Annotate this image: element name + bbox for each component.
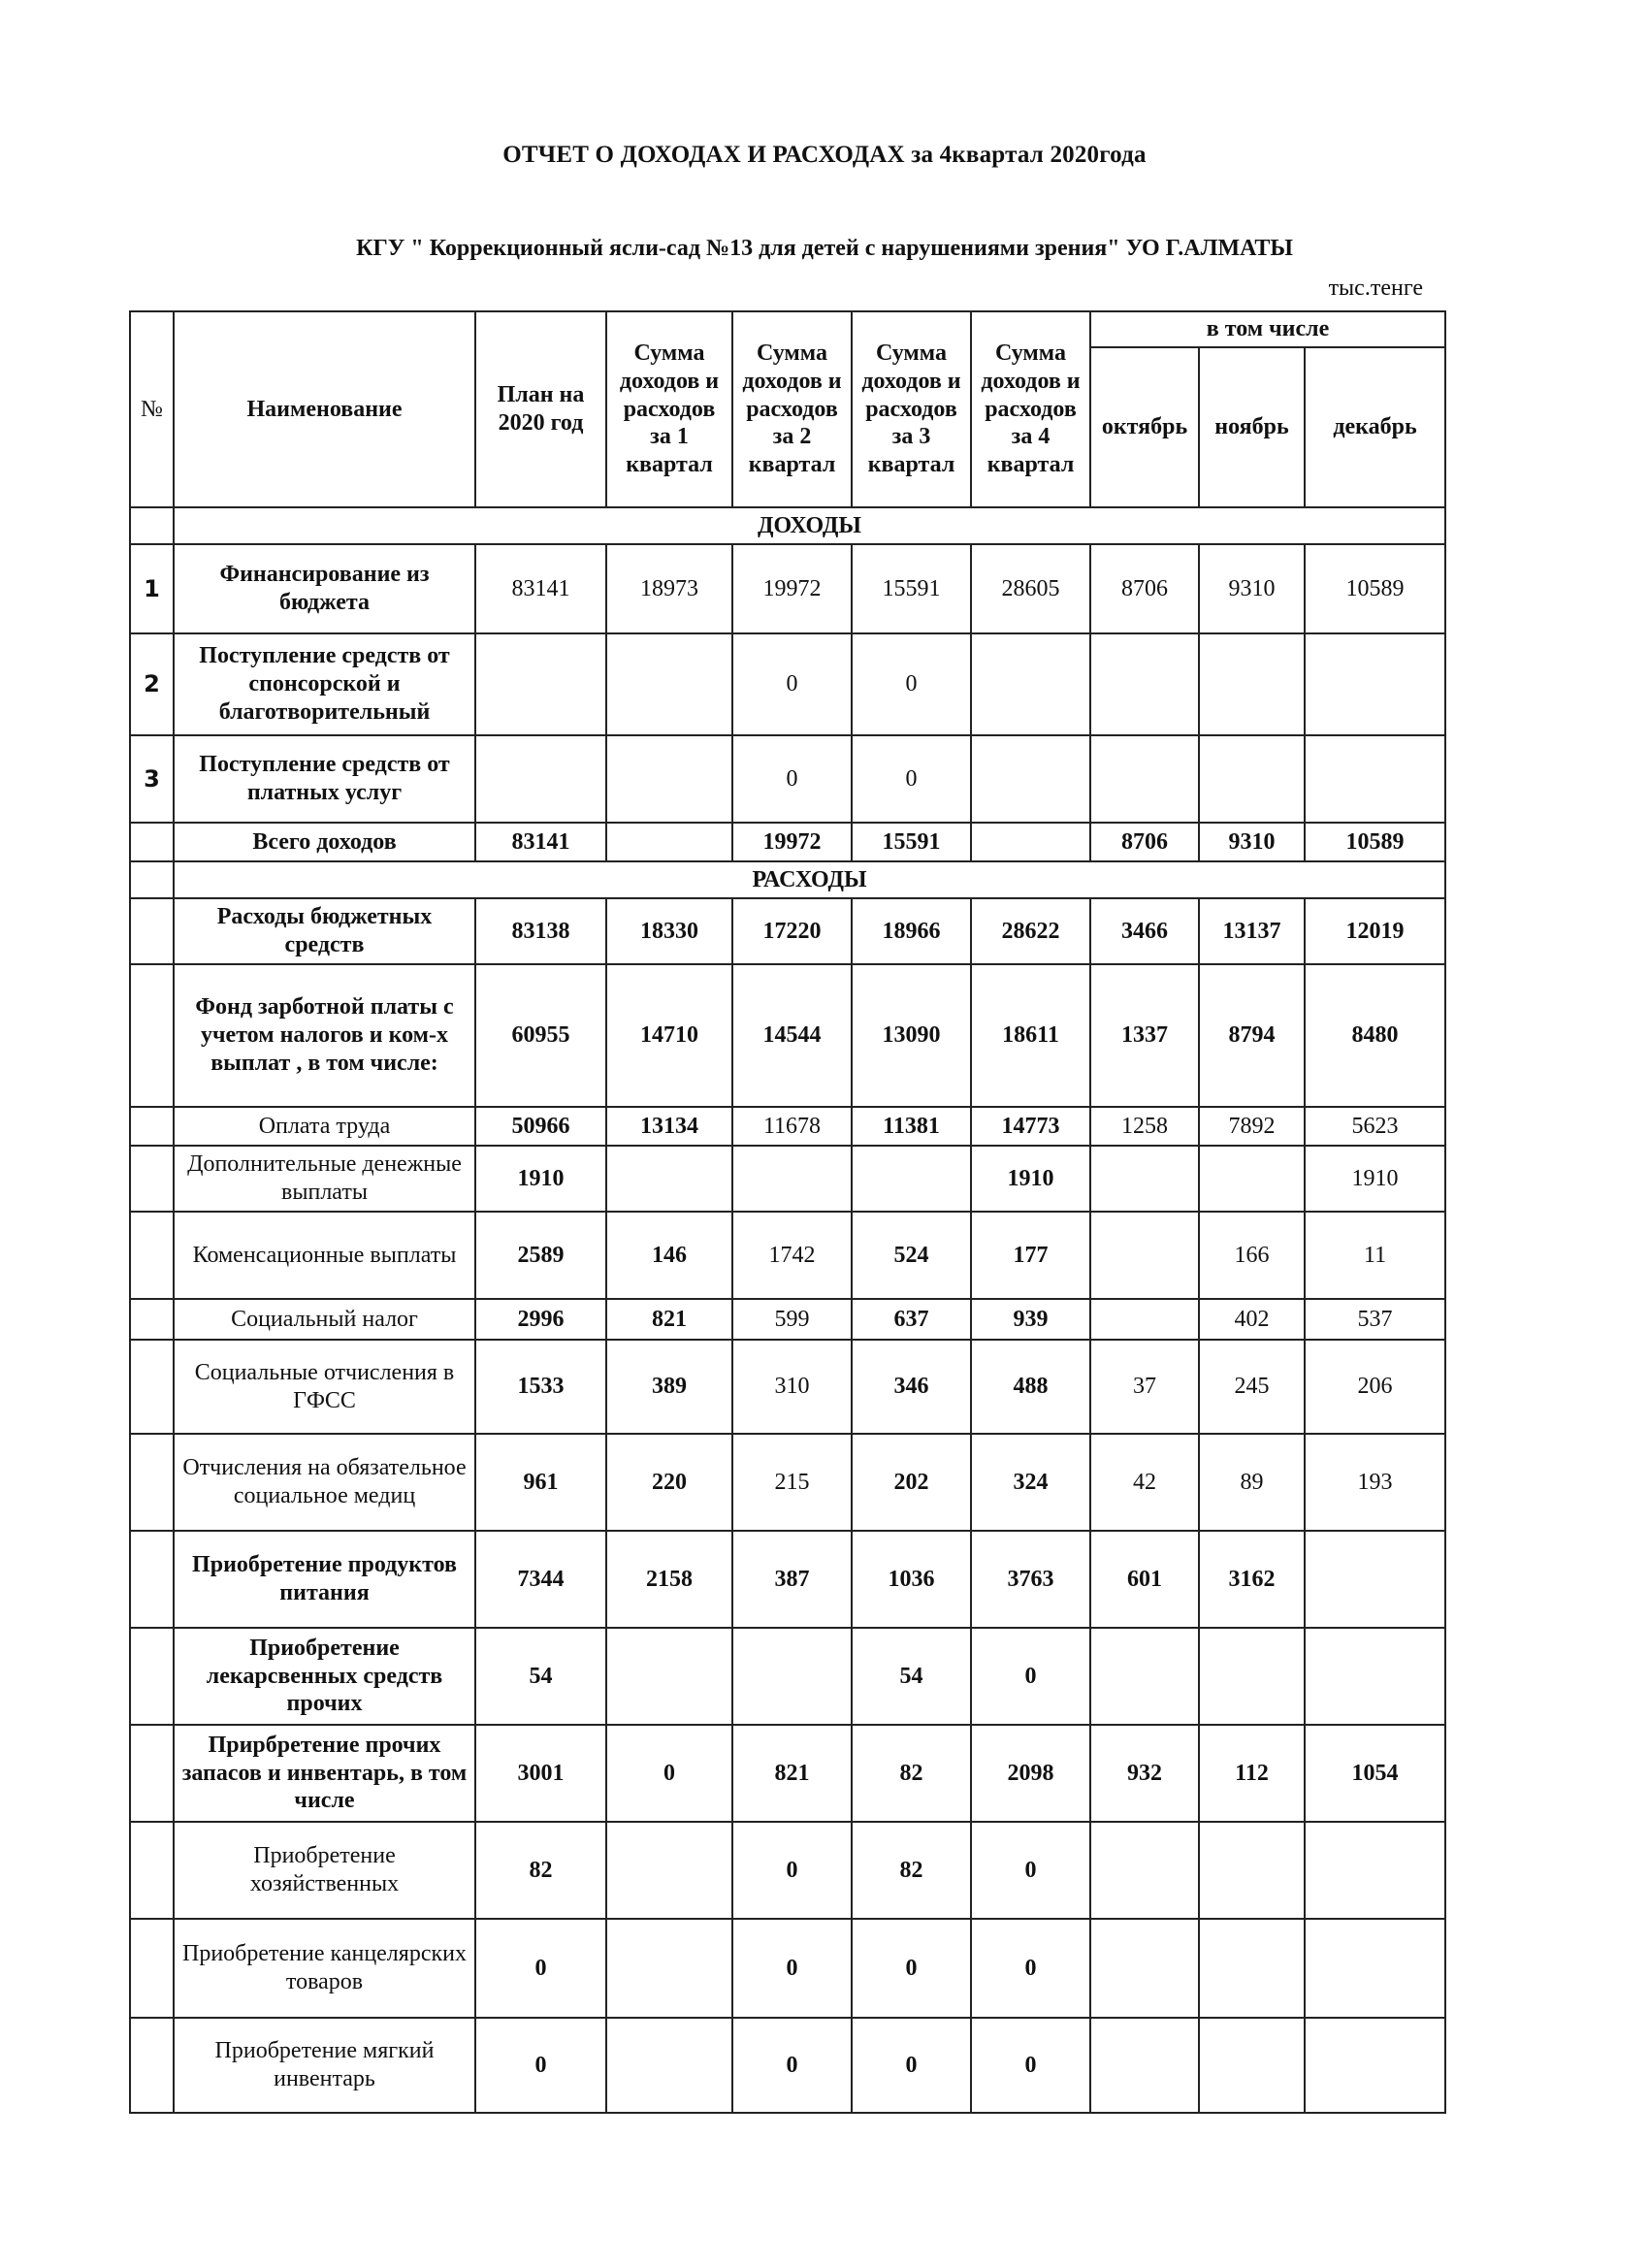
cell-dec — [1305, 1919, 1445, 2018]
row-name: Приобретение канцелярских товаров — [174, 1919, 475, 2018]
cell-q2: 0 — [732, 2018, 852, 2113]
row-name: Приобретение продуктов питания — [174, 1531, 475, 1628]
row-number — [130, 1299, 174, 1340]
row-name: Приобретение хозяйственных — [174, 1822, 475, 1919]
table-row — [130, 1628, 1445, 1725]
cell-q3: 0 — [852, 1919, 971, 2018]
cell-q3: 18966 — [852, 898, 971, 964]
cell-q3: 1036 — [852, 1531, 971, 1628]
table-row — [130, 898, 1445, 964]
cell-dec: 5623 — [1305, 1107, 1445, 1146]
cell-q1: 2158 — [606, 1531, 732, 1628]
cell-oct: 601 — [1090, 1531, 1199, 1628]
cell-plan: 82 — [475, 1822, 606, 1919]
cell-q2 — [732, 1146, 852, 1212]
cell-q3: 346 — [852, 1340, 971, 1434]
cell-q3: 202 — [852, 1434, 971, 1531]
cell-q4: 0 — [971, 2018, 1090, 2113]
row-number: 1 — [130, 544, 174, 633]
organization-name: КГУ " Коррекционный ясли-сад №13 для детей с нарушениями зрения" УО Г.АЛМАТЫ — [356, 236, 1293, 261]
cell-q2: 0 — [732, 1822, 852, 1919]
row-name: Отчисления на обязательное социальное медиц — [174, 1434, 475, 1531]
cell-dec: 10589 — [1305, 823, 1445, 861]
cell-q4 — [971, 735, 1090, 823]
cell-q2: 17220 — [732, 898, 852, 964]
row-number — [130, 1919, 174, 2018]
cell-q1: 13134 — [606, 1107, 732, 1146]
table-row — [130, 1531, 1445, 1628]
cell-q1: 0 — [606, 1725, 732, 1822]
cell-nov: 3162 — [1199, 1531, 1305, 1628]
cell-plan: 1533 — [475, 1340, 606, 1434]
header-q4: Сумма доходов и расходов за 4 квартал — [971, 311, 1090, 507]
row-name: Оплата труда — [174, 1107, 475, 1146]
document-title: ОТЧЕТ О ДОХОДАХ И РАСХОДАХ за 4квартал 2020года — [502, 142, 1147, 168]
row-number — [130, 1340, 174, 1434]
cell-q4: 2098 — [971, 1725, 1090, 1822]
cell-q1: 18973 — [606, 544, 732, 633]
cell-dec: 206 — [1305, 1340, 1445, 1434]
cell-oct: 1337 — [1090, 964, 1199, 1107]
row-number — [130, 823, 174, 861]
row-name: Прирбретение прочих запасов и инвентарь, в том числе — [174, 1725, 475, 1822]
cell-q2 — [732, 1628, 852, 1725]
cell-q3 — [852, 1146, 971, 1212]
cell-q1: 220 — [606, 1434, 732, 1531]
row-name: Социальные отчисления в ГФСС — [174, 1340, 475, 1434]
cell-q3: 11381 — [852, 1107, 971, 1146]
cell-oct: 42 — [1090, 1434, 1199, 1531]
row-number: 2 — [130, 633, 174, 735]
header-november: ноябрь — [1199, 347, 1305, 507]
cell-q1 — [606, 823, 732, 861]
cell-q2: 19972 — [732, 544, 852, 633]
cell-q3: 82 — [852, 1822, 971, 1919]
table-row-total-income — [130, 823, 1445, 861]
cell-nov — [1199, 735, 1305, 823]
cell-nov — [1199, 1146, 1305, 1212]
cell-nov: 7892 — [1199, 1107, 1305, 1146]
cell-dec: 10589 — [1305, 544, 1445, 633]
table-row — [130, 633, 1445, 735]
table-row — [130, 1212, 1445, 1299]
cell-q2: 821 — [732, 1725, 852, 1822]
table-row — [130, 735, 1445, 823]
cell-q1: 389 — [606, 1340, 732, 1434]
cell-oct: 3466 — [1090, 898, 1199, 964]
header-december: декабрь — [1305, 347, 1445, 507]
cell-dec — [1305, 633, 1445, 735]
cell-oct — [1090, 1212, 1199, 1299]
row-number — [130, 1531, 174, 1628]
cell-q3: 0 — [852, 633, 971, 735]
cell-nov — [1199, 633, 1305, 735]
cell-q1 — [606, 1146, 732, 1212]
row-number — [130, 964, 174, 1107]
row-name: Социальный налог — [174, 1299, 475, 1340]
cell-plan: 0 — [475, 2018, 606, 2113]
cell-q3: 0 — [852, 2018, 971, 2113]
cell-nov — [1199, 1919, 1305, 2018]
cell-nov — [1199, 1628, 1305, 1725]
table-row — [130, 1725, 1445, 1822]
cell-plan: 0 — [475, 1919, 606, 2018]
cell-dec: 1054 — [1305, 1725, 1445, 1822]
row-name: Финансирование из бюджета — [174, 544, 475, 633]
header-number: № — [130, 311, 174, 507]
cell-q2: 310 — [732, 1340, 852, 1434]
cell-q1: 14710 — [606, 964, 732, 1107]
cell-nov: 89 — [1199, 1434, 1305, 1531]
row-name: Расходы бюджетных средств — [174, 898, 475, 964]
cell-q4: 0 — [971, 1628, 1090, 1725]
cell-q2: 0 — [732, 633, 852, 735]
cell-q2: 14544 — [732, 964, 852, 1107]
cell-oct: 932 — [1090, 1725, 1199, 1822]
row-number — [130, 1434, 174, 1531]
cell-q3: 0 — [852, 735, 971, 823]
cell-plan: 1910 — [475, 1146, 606, 1212]
cell-plan: 83141 — [475, 823, 606, 861]
cell-plan: 2996 — [475, 1299, 606, 1340]
section-expenses: РАСХОДЫ — [174, 861, 1445, 898]
table-row — [130, 1340, 1445, 1434]
cell-dec: 193 — [1305, 1434, 1445, 1531]
cell-dec — [1305, 1628, 1445, 1725]
cell-oct — [1090, 1299, 1199, 1340]
cell-q2: 599 — [732, 1299, 852, 1340]
row-name: Всего доходов — [174, 823, 475, 861]
cell-plan: 3001 — [475, 1725, 606, 1822]
cell-q2: 0 — [732, 735, 852, 823]
cell-dec — [1305, 735, 1445, 823]
cell-nov: 13137 — [1199, 898, 1305, 964]
cell-q4: 324 — [971, 1434, 1090, 1531]
cell-q4: 3763 — [971, 1531, 1090, 1628]
row-number — [130, 1628, 174, 1725]
cell-q1 — [606, 735, 732, 823]
cell-dec: 1910 — [1305, 1146, 1445, 1212]
table-row — [130, 544, 1445, 633]
cell-oct: 8706 — [1090, 823, 1199, 861]
cell-q4: 939 — [971, 1299, 1090, 1340]
cell-oct — [1090, 1628, 1199, 1725]
row-number — [130, 1212, 174, 1299]
cell-plan: 83141 — [475, 544, 606, 633]
cell-oct: 37 — [1090, 1340, 1199, 1434]
row-name: Дополнительные денежные выплаты — [174, 1146, 475, 1212]
cell-plan — [475, 633, 606, 735]
cell-plan: 83138 — [475, 898, 606, 964]
row-name: Поступление средств от спонсорской и благотворительный — [174, 633, 475, 735]
cell-q1 — [606, 633, 732, 735]
cell-nov: 402 — [1199, 1299, 1305, 1340]
cell-plan: 60955 — [475, 964, 606, 1107]
cell-q1 — [606, 1628, 732, 1725]
cell-q3: 13090 — [852, 964, 971, 1107]
cell-q1 — [606, 1822, 732, 1919]
cell-q2: 1742 — [732, 1212, 852, 1299]
table-row — [130, 964, 1445, 1107]
header-q1: Сумма доходов и расходов за 1 квартал — [606, 311, 732, 507]
cell-q4 — [971, 823, 1090, 861]
row-name: Поступление средств от платных услуг — [174, 735, 475, 823]
cell-q3: 15591 — [852, 823, 971, 861]
cell-dec: 8480 — [1305, 964, 1445, 1107]
row-number: 3 — [130, 735, 174, 823]
header-including: в том числе — [1090, 311, 1445, 347]
cell-nov: 166 — [1199, 1212, 1305, 1299]
cell-nov: 245 — [1199, 1340, 1305, 1434]
cell-nov: 9310 — [1199, 823, 1305, 861]
row-number — [130, 1107, 174, 1146]
cell-dec: 11 — [1305, 1212, 1445, 1299]
cell-oct — [1090, 2018, 1199, 2113]
cell-nov — [1199, 2018, 1305, 2113]
cell-q4: 177 — [971, 1212, 1090, 1299]
row-name: Фонд зарботной платы с учетом налогов и ком-х выплат , в том числе: — [174, 964, 475, 1107]
report-table — [129, 310, 1446, 2114]
cell-q3: 54 — [852, 1628, 971, 1725]
cell-q4: 488 — [971, 1340, 1090, 1434]
unit-label: тыс.тенге — [1328, 275, 1423, 301]
cell-dec — [1305, 1822, 1445, 1919]
cell-oct — [1090, 633, 1199, 735]
cell-nov: 8794 — [1199, 964, 1305, 1107]
cell-dec — [1305, 1531, 1445, 1628]
cell-q2: 19972 — [732, 823, 852, 861]
row-number — [130, 1146, 174, 1212]
cell-q1: 18330 — [606, 898, 732, 964]
row-name: Приобретение лекарсвенных средств прочих — [174, 1628, 475, 1725]
cell-oct — [1090, 735, 1199, 823]
cell-oct: 8706 — [1090, 544, 1199, 633]
cell-plan: 50966 — [475, 1107, 606, 1146]
table-row — [130, 2018, 1445, 2113]
cell-q3: 82 — [852, 1725, 971, 1822]
table-row — [130, 1434, 1445, 1531]
cell-plan: 2589 — [475, 1212, 606, 1299]
cell-q3: 15591 — [852, 544, 971, 633]
table-row — [130, 1822, 1445, 1919]
row-number — [130, 2018, 174, 2113]
cell-q4 — [971, 633, 1090, 735]
row-name: Коменсационные выплаты — [174, 1212, 475, 1299]
cell-q1 — [606, 2018, 732, 2113]
cell-q1: 146 — [606, 1212, 732, 1299]
cell-nov: 112 — [1199, 1725, 1305, 1822]
header-october: октябрь — [1090, 347, 1199, 507]
cell-q3: 524 — [852, 1212, 971, 1299]
cell-plan: 54 — [475, 1628, 606, 1725]
cell-q4: 18611 — [971, 964, 1090, 1107]
cell-q4: 28622 — [971, 898, 1090, 964]
header-plan: План на 2020 год — [475, 311, 606, 507]
cell-plan — [475, 735, 606, 823]
row-name: Приобретение мягкий инвентарь — [174, 2018, 475, 2113]
cell-oct — [1090, 1919, 1199, 2018]
cell-q4: 0 — [971, 1919, 1090, 2018]
table-row — [130, 1299, 1445, 1340]
header-q3: Сумма доходов и расходов за 3 квартал — [852, 311, 971, 507]
cell-dec: 537 — [1305, 1299, 1445, 1340]
cell-q2: 387 — [732, 1531, 852, 1628]
table-row — [130, 1146, 1445, 1212]
cell-q2: 11678 — [732, 1107, 852, 1146]
cell-q1 — [606, 1919, 732, 2018]
cell-dec — [1305, 2018, 1445, 2113]
cell-q4: 0 — [971, 1822, 1090, 1919]
header-name: Наименование — [174, 311, 475, 507]
row-number — [130, 898, 174, 964]
cell-q4: 14773 — [971, 1107, 1090, 1146]
cell-oct: 1258 — [1090, 1107, 1199, 1146]
cell-plan: 7344 — [475, 1531, 606, 1628]
cell-nov — [1199, 1822, 1305, 1919]
row-number — [130, 1822, 174, 1919]
row-number — [130, 1725, 174, 1822]
cell-q4: 28605 — [971, 544, 1090, 633]
cell-q3: 637 — [852, 1299, 971, 1340]
cell-q2: 0 — [732, 1919, 852, 2018]
cell-nov: 9310 — [1199, 544, 1305, 633]
section-income: ДОХОДЫ — [174, 507, 1445, 544]
table-row — [130, 1919, 1445, 2018]
cell-q2: 215 — [732, 1434, 852, 1531]
cell-q4: 1910 — [971, 1146, 1090, 1212]
header-q2: Сумма доходов и расходов за 2 квартал — [732, 311, 852, 507]
cell-oct — [1090, 1146, 1199, 1212]
cell-oct — [1090, 1822, 1199, 1919]
cell-dec: 12019 — [1305, 898, 1445, 964]
cell-plan: 961 — [475, 1434, 606, 1531]
table-row — [130, 1107, 1445, 1146]
cell-q1: 821 — [606, 1299, 732, 1340]
